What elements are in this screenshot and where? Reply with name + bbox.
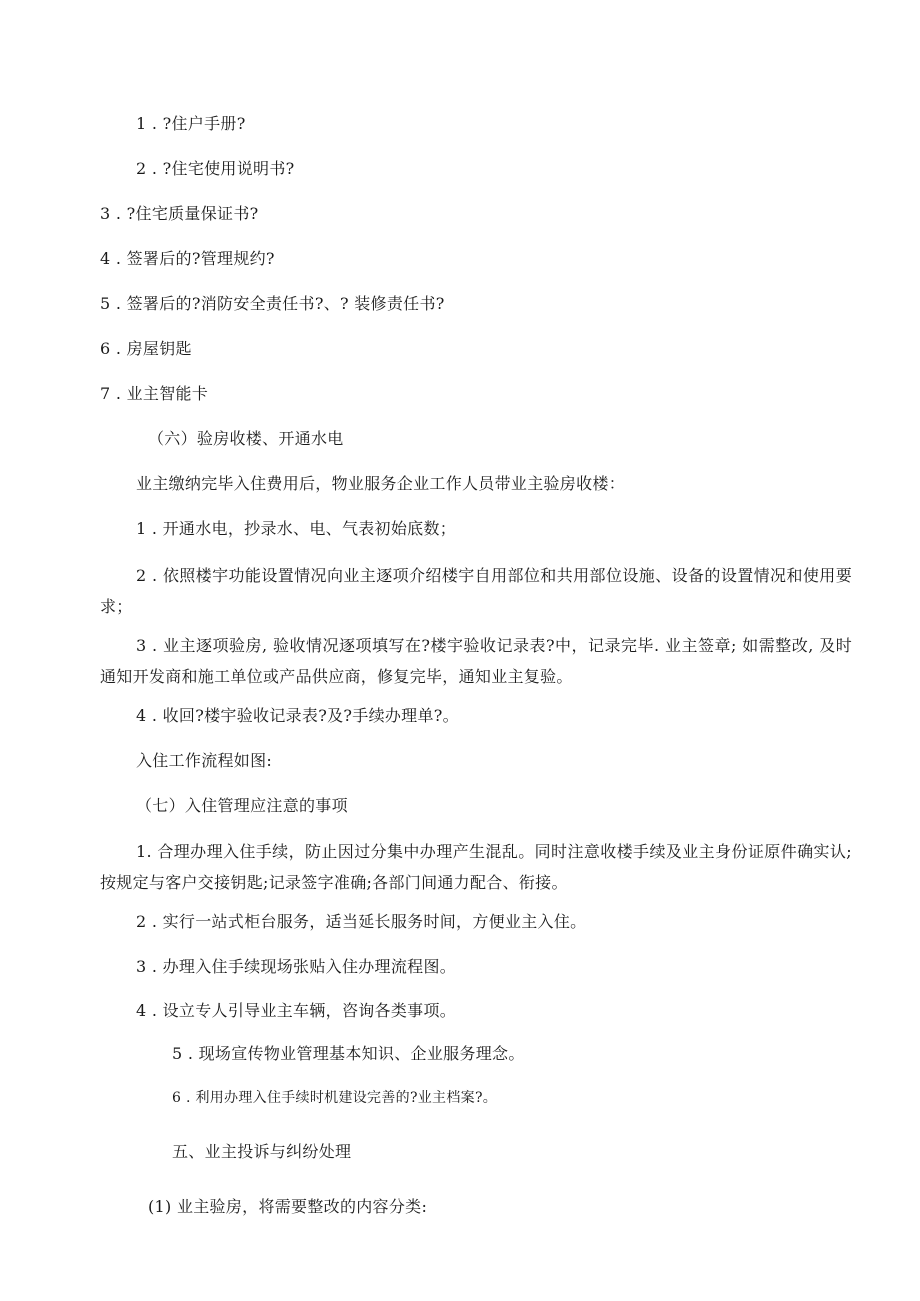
section6-step-3: 3 . 业主逐项验房, 验收情况逐项填写在?楼宇验收记录表?中，记录完毕. 业主签章; 如需整改, 及时通知开发商和施工单位或产品供应商，修复完毕，通知业主复验。: [100, 636, 852, 686]
section7-item-4: 4 . 设立专人引导业主车辆，咨询各类事项。: [136, 1001, 457, 1020]
handover-item-3: 3 . ?住宅质量保证书?: [100, 204, 259, 223]
handover-item-6: 6 . 房屋钥匙: [100, 339, 192, 358]
section6-intro: 业主缴纳完毕入住费用后，物业服务企业工作人员带业主验房收楼：: [136, 474, 626, 493]
handover-item-4: 4 . 签署后的?管理规约?: [100, 249, 275, 268]
section6-step-1: 1 . 开通水电，抄录水、电、气表初始底数；: [136, 519, 457, 538]
section6-title: （六）验房收楼、开通水电: [148, 429, 344, 448]
section6-step-2: 2 . 依照楼宇功能设置情况向业主逐项介绍楼宇自用部位和共用部位设施、设备的设置情况和使用要求；: [100, 566, 852, 616]
section7-item-3: 3 . 办理入住手续现场张贴入住办理流程图。: [136, 957, 457, 976]
flow-note: 入住工作流程如图:: [136, 751, 273, 770]
section6-step-4: 4 . 收回?楼宇验收记录表?及?手续办理单?。: [136, 706, 459, 725]
section7-item-6: 6 . 利用办理入住手续时机建设完善的?业主档案?。: [172, 1090, 498, 1106]
handover-item-2: 2 . ?住宅使用说明书?: [136, 159, 295, 178]
section5-title: 五、业主投诉与纠纷处理: [172, 1142, 352, 1161]
handover-item-7: 7 . 业主智能卡: [100, 384, 209, 403]
section7-item-5: 5 . 现场宣传物业管理基本知识、企业服务理念。: [172, 1044, 525, 1063]
section7-item-1: 1. 合理办理入住手续，防止因过分集中办理产生混乱。同时注意收楼手续及业主身份证原件确实认;按规定与客户交接钥匙;记录签字准确;各部门间通力配合、衔接。: [100, 842, 852, 892]
section5-subheading: (1) 业主验房，将需要整改的内容分类:: [148, 1197, 428, 1216]
handover-item-5: 5 . 签署后的?消防安全责任书?、? 装修责任书?: [100, 294, 445, 313]
section7-item-2: 2 . 实行一站式柜台服务，适当延长服务时间，方便业主入住。: [136, 912, 587, 931]
section7-title: （七）入住管理应注意的事项: [136, 796, 348, 815]
handover-item-1: 1 . ?住户手册?: [136, 114, 246, 133]
